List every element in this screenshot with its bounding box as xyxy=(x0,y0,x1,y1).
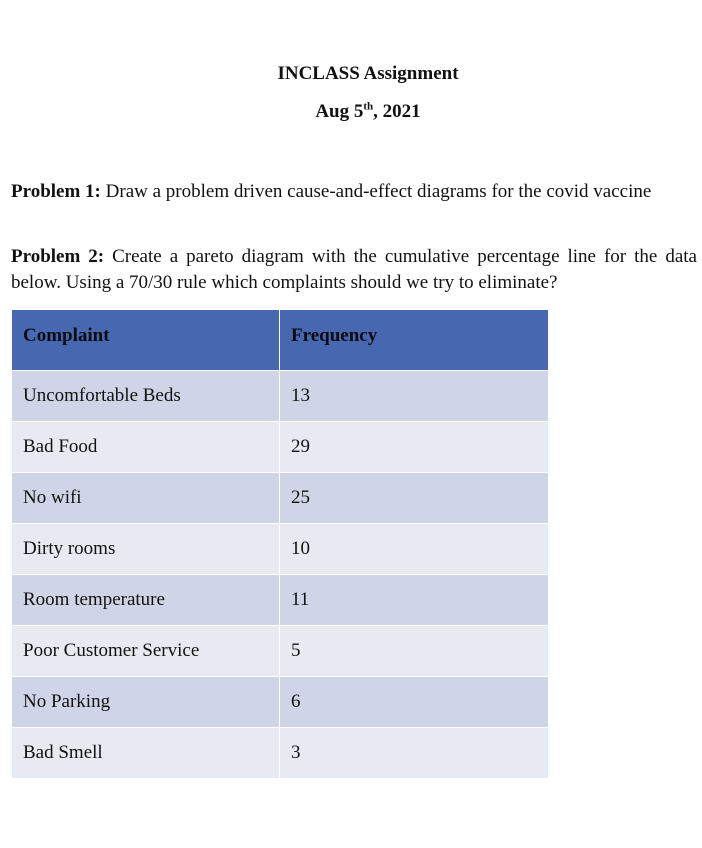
cell-complaint: Dirty rooms xyxy=(12,524,280,575)
table-row xyxy=(12,371,549,422)
date-prefix: Aug 5 xyxy=(315,101,364,122)
cell-complaint: No wifi xyxy=(12,473,280,524)
problem-2-text: Create a pareto diagram with the cumulative percentage line for the data below. Using a 70/30 rule which complaints should we try to eliminate? xyxy=(11,246,697,293)
cell-complaint: Bad Smell xyxy=(12,728,280,779)
problem-1-text: Draw a problem driven cause-and-effect diagrams for the covid vaccine xyxy=(100,181,652,202)
problem-2-label: Problem 2: xyxy=(11,246,105,267)
cell-complaint: Bad Food xyxy=(12,422,280,473)
document-date xyxy=(0,101,702,123)
cell-complaint: No Parking xyxy=(12,677,280,728)
document-title: INCLASS Assignment xyxy=(277,63,459,84)
cell-frequency: 10 xyxy=(280,524,549,575)
problem-1 xyxy=(11,179,697,205)
cell-complaint: Room temperature xyxy=(12,575,280,626)
table-row xyxy=(12,422,549,473)
cell-complaint: Uncomfortable Beds xyxy=(12,371,280,422)
table-row xyxy=(12,524,549,575)
date-suffix: , 2021 xyxy=(373,101,421,122)
table-row xyxy=(12,677,549,728)
cell-frequency: 6 xyxy=(280,677,549,728)
table-row xyxy=(12,575,549,626)
cell-frequency: 29 xyxy=(280,422,549,473)
problem-2 xyxy=(11,244,697,296)
table-header-row xyxy=(12,310,549,371)
cell-frequency: 5 xyxy=(280,626,549,677)
cell-complaint: Poor Customer Service xyxy=(12,626,280,677)
cell-frequency: 11 xyxy=(280,575,549,626)
cell-frequency: 13 xyxy=(280,371,549,422)
cell-frequency: 25 xyxy=(280,473,549,524)
date-ordinal: th xyxy=(363,100,374,113)
table-row xyxy=(12,626,549,677)
complaints-table xyxy=(11,309,549,779)
problem-1-label: Problem 1: xyxy=(11,181,101,202)
header-complaint: Complaint xyxy=(12,310,280,371)
header-frequency: Frequency xyxy=(280,310,549,371)
table-row xyxy=(12,728,549,779)
cell-frequency: 3 xyxy=(280,728,549,779)
table-row xyxy=(12,473,549,524)
